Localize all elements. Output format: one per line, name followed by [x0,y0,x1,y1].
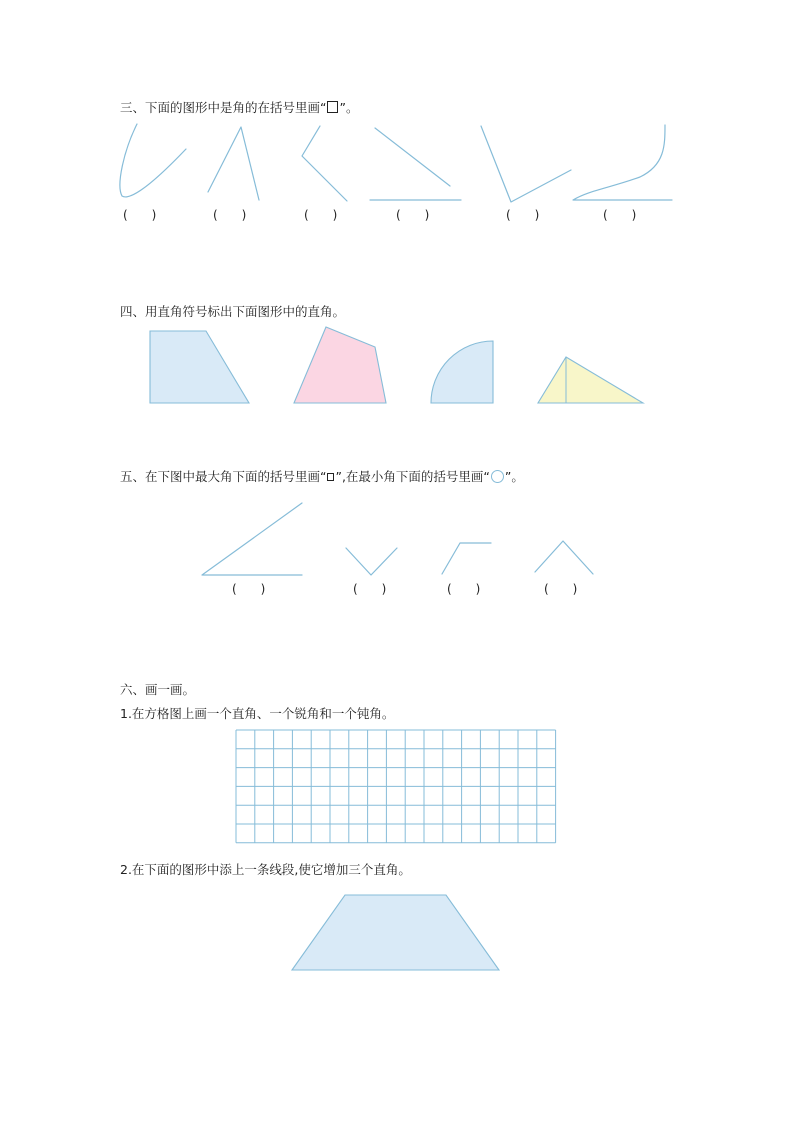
section5-paren-2[interactable]: ( ) [353,582,387,596]
section5-paren-4[interactable]: ( ) [544,582,578,596]
section3-paren-5[interactable]: ( ) [506,208,540,222]
trapezoid-draw-shape [292,895,499,970]
section3-title-pre: 三、下面的图形中是角的在括号里画“ [120,100,327,115]
section6-title: 六、画一画。 [120,682,196,697]
section3-paren-2[interactable]: ( ) [213,208,247,222]
section6-question-1: 1.在方格图上画一个直角、一个锐角和一个钝角。 [120,706,395,721]
section5-title-pre: 五、在下图中最大角下面的括号里画“ [120,469,327,484]
section5-paren-1[interactable]: ( ) [232,582,266,596]
section3-paren-6[interactable]: ( ) [603,208,637,222]
section3-paren-3[interactable]: ( ) [304,208,338,222]
section3-paren-4[interactable]: ( ) [396,208,430,222]
section3-title-post: ”。 [339,100,359,115]
section3-paren-1[interactable]: ( ) [123,208,157,222]
section4-title: 四、用直角符号标出下面图形中的直角。 [120,304,346,319]
section5-title-mid: ”,在最小角下面的括号里画“ [335,469,490,484]
section5-title-post: ”。 [504,469,524,484]
section5-paren-3[interactable]: ( ) [447,582,481,596]
section6-question-2: 2.在下面的图形中添上一条线段,使它增加三个直角。 [120,862,411,877]
